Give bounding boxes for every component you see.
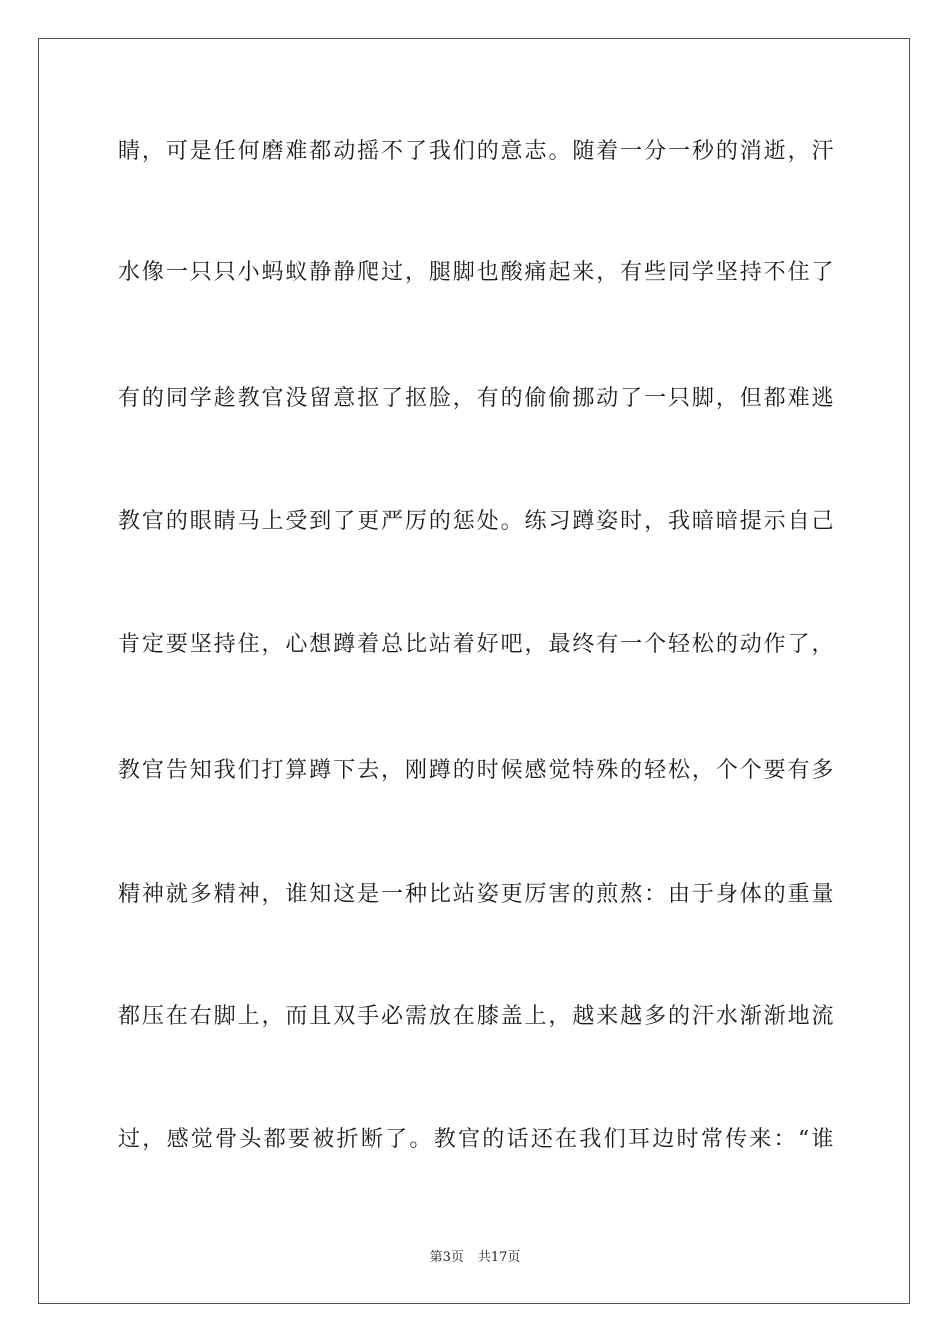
text-line: 睛，可是任何磨难都动摇不了我们的意志。随着一分一秒的消逝，汗 <box>118 139 834 164</box>
text-line: 精神就多精神，谁知这是一种比站姿更厉害的煎熬：由于身体的重量 <box>118 882 834 907</box>
page-border <box>38 38 910 1304</box>
text-line: 都压在右脚上，而且双手必需放在膝盖上，越来越多的汗水渐渐地流 <box>118 1004 834 1029</box>
page-total: 共17页 <box>477 1250 521 1265</box>
page-number: 第3页 <box>429 1250 464 1265</box>
text-line: 有的同学趁教官没留意抠了抠脸，有的偷偷挪动了一只脚，但都难逃 <box>118 386 834 411</box>
text-line: 肯定要坚持住，心想蹲着总比站着好吧，最终有一个轻松的动作了， <box>118 632 834 657</box>
text-line: 教官告知我们打算蹲下去，刚蹲的时候感觉特殊的轻松，个个要有多 <box>118 758 834 783</box>
text-line: 过，感觉骨头都要被折断了。教官的话还在我们耳边时常传来：“谁 <box>118 1127 834 1152</box>
text-line: 教官的眼睛马上受到了更严厉的惩处。练习蹲姿时，我暗暗提示自己 <box>118 509 834 534</box>
page-footer <box>0 1246 950 1265</box>
text-line: 水像一只只小蚂蚁静静爬过，腿脚也酸痛起来，有些同学坚持不住了 <box>118 260 834 285</box>
